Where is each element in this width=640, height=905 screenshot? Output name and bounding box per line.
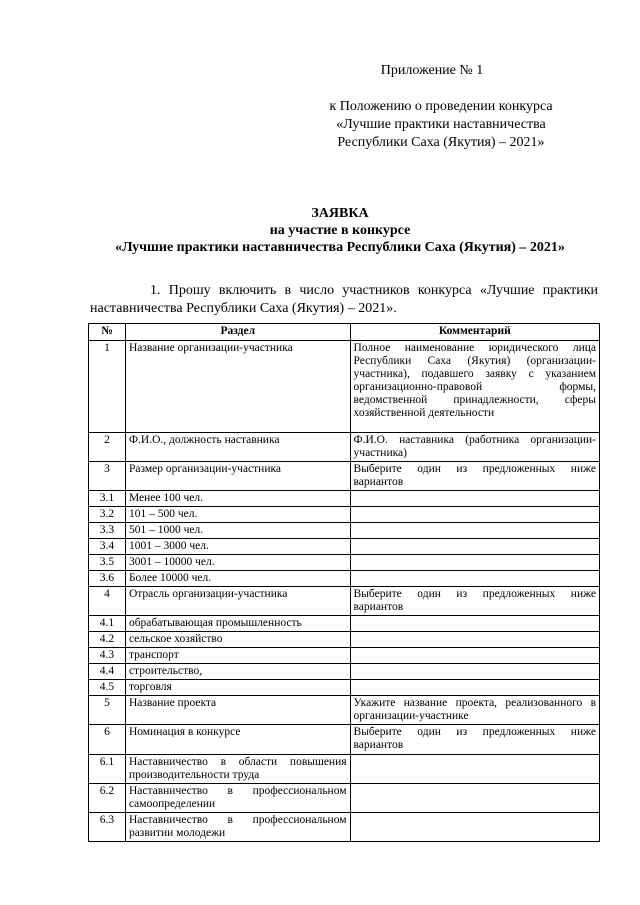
row-number: 6.3 [89,813,126,842]
table-row [89,491,600,507]
row-number: 3.5 [89,555,126,571]
row-comment [350,507,599,523]
row-comment: Полное наименование юридического лица Республики Саха (Якутия) (организации-участника), подавшего заявку с указанием организационно-правовой формы, ведомственной принадлежности, сферы хозяйственной деятельности [350,341,599,433]
table-row [89,523,600,539]
header-number: № [89,324,126,341]
row-number: 6.2 [89,784,126,813]
row-section: сельское хозяйство [125,632,350,648]
header-section: Раздел [125,324,350,341]
row-comment: Укажите название проекта, реализованного в организации-участнике [350,696,599,725]
table-row [89,507,600,523]
row-comment [350,648,599,664]
row-comment [350,523,599,539]
table-row [89,587,600,616]
table-row [89,813,600,842]
document-subtitle: на участие в конкурсе [269,223,411,238]
intro-line-1: 1. Прошу включить в число участников конкурса «Лучшие практики [150,283,598,298]
row-comment: Ф.И.О. наставника (работника организации-участника) [350,433,599,462]
row-section: 101 – 500 чел. [125,507,350,523]
row-section: Менее 100 чел. [125,491,350,507]
table-row [89,555,600,571]
row-comment [350,680,599,696]
row-section: Название организации-участника [125,341,350,433]
row-number: 5 [89,696,126,725]
row-section: Более 10000 чел. [125,571,350,587]
table-row [89,341,600,433]
row-comment [350,491,599,507]
row-comment: Выберите один из предложенных ниже вариантов [350,587,599,616]
row-section: торговля [125,680,350,696]
table-row [89,680,600,696]
table-row [89,539,600,555]
intro-line-2: наставничества Республики Саха (Якутия) – 2021». [90,301,397,316]
row-comment [350,571,599,587]
row-comment [350,555,599,571]
row-number: 3.3 [89,523,126,539]
row-comment [350,616,599,632]
row-number: 3.4 [89,539,126,555]
row-section: Название проекта [125,696,350,725]
row-number: 3 [89,462,126,491]
table-row [89,571,600,587]
row-section: 501 – 1000 чел. [125,523,350,539]
row-comment [350,784,599,813]
row-number: 4.1 [89,616,126,632]
table-row [89,725,600,755]
row-section: 3001 – 10000 чел. [125,555,350,571]
row-section: транспорт [125,648,350,664]
row-section: строительство, [125,664,350,680]
row-section: Размер организации-участника [125,462,350,491]
table-row [89,755,600,784]
table-row [89,696,600,725]
row-section: Наставничество в профессиональном самоопределении [125,784,350,813]
row-section: Номинация в конкурсе [125,725,350,755]
application-table [88,323,600,842]
row-comment [350,813,599,842]
row-section: Наставничество в профессиональном развитии молодежи [125,813,350,842]
row-number: 3.1 [89,491,126,507]
row-number: 6 [89,725,126,755]
contest-name: «Лучшие практики наставничества Республики Саха (Якутия) – 2021» [115,240,565,255]
row-comment [350,632,599,648]
table-row [89,632,600,648]
row-section: Наставничество в области повышения производительности труда [125,755,350,784]
table-row [89,433,600,462]
table-header-row [89,324,600,341]
row-section: Ф.И.О., должность наставника [125,433,350,462]
row-number: 2 [89,433,126,462]
row-comment [350,664,599,680]
header-comment: Комментарий [350,324,599,341]
row-number: 3.6 [89,571,126,587]
row-comment: Выберите один из предложенных ниже вариантов [350,462,599,491]
row-number: 1 [89,341,126,433]
row-number: 4.3 [89,648,126,664]
row-comment [350,539,599,555]
row-number: 3.2 [89,507,126,523]
table-row [89,462,600,491]
row-number: 4.2 [89,632,126,648]
table-row [89,648,600,664]
table-row [89,664,600,680]
row-section: обрабатывающая промышленность [125,616,350,632]
row-comment: Выберите один из предложенных ниже вариантов [350,725,599,755]
appendix-reference-line-3: Республики Саха (Якутия) – 2021» [337,135,545,150]
table-row [89,784,600,813]
appendix-reference-line-2: «Лучшие практики наставничества [336,117,546,132]
row-number: 4.4 [89,664,126,680]
appendix-number: Приложение № 1 [380,63,484,78]
row-section: 1001 – 3000 чел. [125,539,350,555]
table-row [89,616,600,632]
intro-paragraph [90,282,598,318]
document-title: ЗАЯВКА [311,206,369,221]
row-number: 4 [89,587,126,616]
row-number: 4.5 [89,680,126,696]
row-section: Отрасль организации-участника [125,587,350,616]
appendix-reference-line-1: к Положению о проведении конкурса [329,99,553,114]
row-comment [350,755,599,784]
row-number: 6.1 [89,755,126,784]
